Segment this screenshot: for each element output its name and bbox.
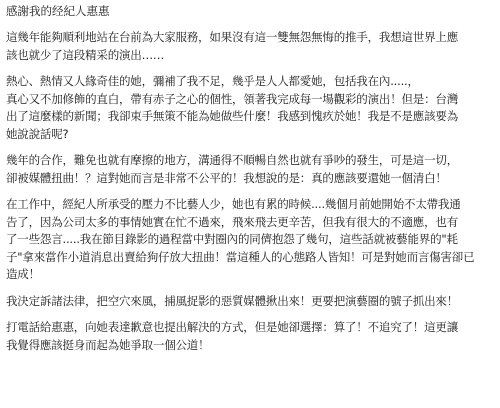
paragraph-line: 告了，因為公司太多的事情她實在忙不過來，飛來飛去更辛苦，但我有很大的不適應，也有 xyxy=(6,214,458,229)
paragraph-line: 子"拿來當作小道消息出賣給狗仔放大扭曲！當這種人的心態路人皆知！可是對她而言傷害卻已 xyxy=(6,249,475,264)
paragraph-4 xyxy=(6,196,496,284)
paragraph-1 xyxy=(6,29,496,64)
document-title: 感謝我的经紀人惠惠 xyxy=(6,4,110,18)
paragraph-line: 卻被媒體扭曲！？這對她而言是非常不公平的！我想說的是：真的應該要還她一個清白！ xyxy=(6,170,447,185)
paragraph-line: 我覺得應該挺身而起為她爭取一個公道！ xyxy=(6,337,210,352)
paragraph-line: 我決定訴諸法律，把空穴來風，捕風捉影的惡質媒體揪出來！更要把演藝圈的號子抓出來！ xyxy=(6,293,458,308)
paragraph-6 xyxy=(6,319,496,354)
paragraph-line: 幾年的合作，難免也就有摩擦的地方，溝通得不順暢自然也就有爭吵的發生，可是這一切， xyxy=(6,153,458,167)
paragraph-line: 該也就少了這段精采的演出…… xyxy=(6,47,165,62)
paragraph-line: 出了這麼樣的新聞；我卻束手無策不能為她做些什麼！我感到愧疚於她！我是不是應該要為 xyxy=(6,109,458,123)
paragraph-line: 了一些怨言.....我在節目錄影的過程當中對圈內的同儕抱怨了幾句，這些話就被藝能界的"耗 xyxy=(6,232,458,246)
paragraph-line: 真心又不加修飾的直白，帶有赤子之心的個性，領著我完成每一場觀彩的演出！但是：台灣 xyxy=(6,91,458,106)
paragraph-2 xyxy=(6,73,496,143)
paragraph-line: 這幾年能夠順利地站在台前為大家服務，如果沒有這一雙無怨無悔的推手，我想這世界上應 xyxy=(6,30,458,44)
paragraph-line: 在工作中，經紀人所承受的壓力不比藝人少，她也有累的時候....幾個月前她開始不太帶我通 xyxy=(6,197,461,211)
paragraph-line: 熱心、熱情又人緣奇佳的她，彌補了我不足，幾乎是人人都愛她，包括我在內.....， xyxy=(6,74,419,88)
paragraph-line: 造成！ xyxy=(6,267,40,281)
paragraph-5 xyxy=(6,293,496,311)
paragraph-3 xyxy=(6,152,496,187)
paragraph-line: 她說說話呢? xyxy=(6,126,69,141)
paragraph-line: 打電話給惠惠，向她表達歉意也提出解決的方式，但是她卻選擇：算了！不追究了！這更讓 xyxy=(6,320,458,334)
document xyxy=(6,4,496,363)
